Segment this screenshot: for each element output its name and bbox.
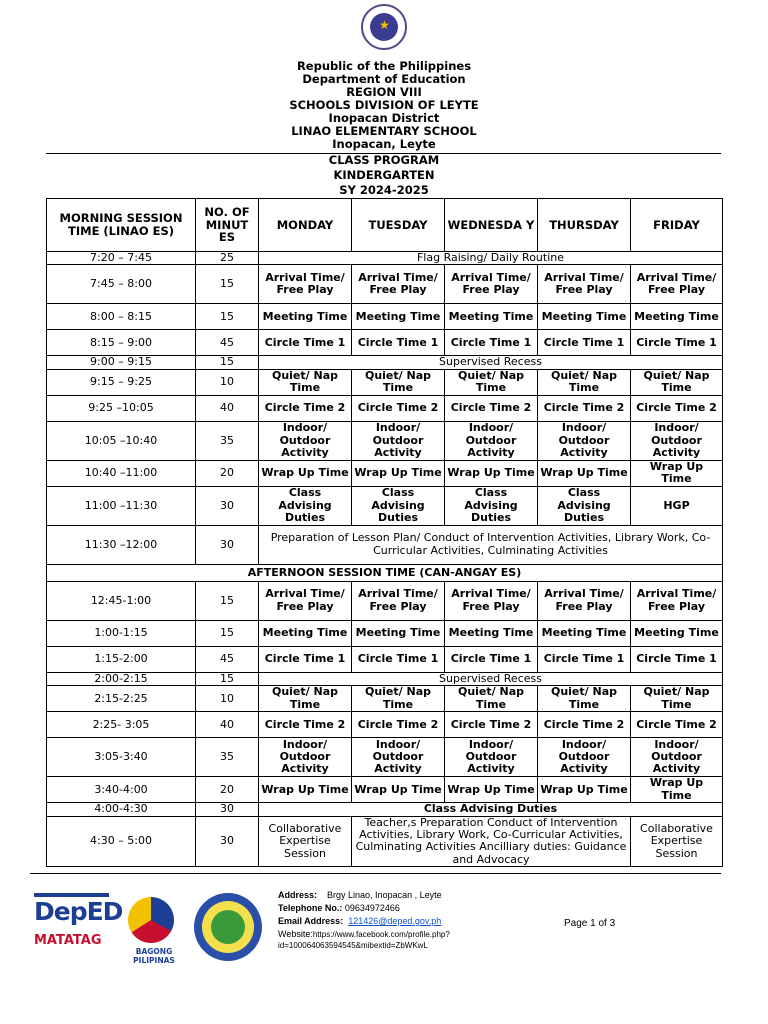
activity-cell: Arrival Time/ Free Play [538, 581, 631, 620]
activity-cell: Collaborative Expertise Session [259, 816, 352, 867]
time-cell: 10:40 –11:00 [47, 460, 196, 486]
time-cell: 3:40-4:00 [47, 777, 196, 803]
activity-cell: Wrap Up Time [631, 460, 723, 486]
activity-cell: Arrival Time/ Free Play [352, 265, 445, 304]
letterhead-line: Republic of the Philippines [296, 59, 472, 73]
merged-activity-cell: Class Advising Duties [259, 803, 723, 816]
activity-cell: Arrival Time/ Free Play [538, 265, 631, 304]
activity-cell: Class Advising Duties [259, 486, 352, 525]
activity-cell: Collaborative Expertise Session [631, 816, 723, 867]
col-header-minutes: NO. OF MINUT ES [196, 199, 259, 252]
col-header-thursday: THURSDAY [538, 199, 631, 252]
activity-cell: Indoor/ Outdoor Activity [445, 421, 538, 460]
minutes-cell: 20 [196, 777, 259, 803]
phone-label: Telephone No.: [278, 903, 343, 913]
table-row [47, 252, 723, 265]
activity-cell: Circle Time 2 [445, 395, 538, 421]
table-row [47, 330, 723, 356]
letterhead-line: Inopacan, Leyte [332, 137, 436, 151]
minutes-cell: 25 [196, 252, 259, 265]
time-cell: 9:25 –10:05 [47, 395, 196, 421]
activity-cell: Meeting Time [538, 620, 631, 646]
deped-matatag-logo [32, 893, 123, 955]
contact-block [278, 889, 450, 951]
time-cell: 7:45 – 8:00 [47, 265, 196, 304]
activity-cell: Meeting Time [445, 304, 538, 330]
minutes-cell: 45 [196, 646, 259, 672]
activity-cell: Quiet/ Nap Time [259, 369, 352, 395]
merged-activity-cell: Preparation of Lesson Plan/ Conduct of Intervention Activities, Library Work, Co-Curricular Activities, Culminating Activities [259, 525, 723, 564]
activity-cell: Indoor/ Outdoor Activity [631, 738, 723, 777]
table-row [47, 369, 723, 395]
minutes-cell: 15 [196, 620, 259, 646]
table-row [47, 265, 723, 304]
activity-cell: Meeting Time [538, 304, 631, 330]
activity-cell: Meeting Time [352, 620, 445, 646]
minutes-cell: 40 [196, 712, 259, 738]
activity-cell: Arrival Time/ Free Play [352, 581, 445, 620]
merged-activity-cell: Teacher,s Preparation Conduct of Intervention Activities, Library Work, Co-Curricular Activities, Culminating Activities Ancilliary duties: Guidance and Advocacy [352, 816, 631, 867]
activity-cell: Quiet/ Nap Time [538, 686, 631, 712]
email-label: Email Address: [278, 916, 344, 926]
title-line: KINDERGARTEN [333, 168, 435, 182]
activity-cell: Arrival Time/ Free Play [631, 265, 723, 304]
time-cell: 12:45-1:00 [47, 581, 196, 620]
activity-cell: Class Advising Duties [538, 486, 631, 525]
minutes-cell: 40 [196, 395, 259, 421]
minutes-cell: 15 [196, 356, 259, 369]
activity-cell: Arrival Time/ Free Play [445, 265, 538, 304]
activity-cell: Quiet/ Nap Time [445, 686, 538, 712]
minutes-cell: 35 [196, 738, 259, 777]
matatag-logo-text: MATATAG [34, 933, 102, 948]
activity-cell: Circle Time 1 [538, 330, 631, 356]
table-row [47, 304, 723, 330]
activity-cell: Quiet/ Nap Time [259, 686, 352, 712]
address-value: Brgy Linao, Inopacan , Leyte [327, 890, 442, 900]
activity-cell: Circle Time 2 [538, 712, 631, 738]
activity-cell: Meeting Time [445, 620, 538, 646]
merged-activity-cell: Flag Raising/ Daily Routine [259, 252, 723, 265]
table-header-row [47, 199, 723, 252]
minutes-cell: 30 [196, 486, 259, 525]
table-row [47, 421, 723, 460]
minutes-cell: 15 [196, 672, 259, 685]
school-seal-logo [194, 893, 262, 961]
footer-divider [30, 873, 721, 874]
activity-cell: Meeting Time [352, 304, 445, 330]
activity-cell: Circle Time 1 [259, 646, 352, 672]
activity-cell: Circle Time 1 [538, 646, 631, 672]
table-row [47, 395, 723, 421]
table-row [47, 525, 723, 564]
section-row [47, 564, 723, 581]
time-cell: 2:15-2:25 [47, 686, 196, 712]
activity-cell: Circle Time 1 [259, 330, 352, 356]
minutes-cell: 15 [196, 304, 259, 330]
table-row [47, 686, 723, 712]
bagong-pilipinas-logo [118, 893, 190, 963]
minutes-cell: 20 [196, 460, 259, 486]
col-header-monday: MONDAY [259, 199, 352, 252]
activity-cell: Wrap Up Time [352, 460, 445, 486]
deped-logo-text: DepED [34, 897, 123, 926]
merged-activity-cell: Supervised Recess [259, 356, 723, 369]
letterhead-line: Inopacan District [328, 111, 440, 125]
col-header-friday: FRIDAY [631, 199, 723, 252]
time-cell: 1:00-1:15 [47, 620, 196, 646]
col-header-session: MORNING SESSION TIME (LINAO ES) [47, 199, 196, 252]
col-header-wednesday: WEDNESDA Y [445, 199, 538, 252]
table-row [47, 460, 723, 486]
activity-cell: Arrival Time/ Free Play [445, 581, 538, 620]
minutes-cell: 35 [196, 421, 259, 460]
minutes-cell: 30 [196, 803, 259, 816]
letterhead-line: SCHOOLS DIVISION OF LEYTE [289, 98, 479, 112]
activity-cell: Circle Time 2 [352, 712, 445, 738]
col-header-tuesday: TUESDAY [352, 199, 445, 252]
activity-cell: Arrival Time/ Free Play [259, 265, 352, 304]
merged-activity-cell: Supervised Recess [259, 672, 723, 685]
time-cell: 2:00-2:15 [47, 672, 196, 685]
table-row [47, 356, 723, 369]
class-program-table [46, 198, 723, 867]
page-number: Page 1 of 3 [564, 918, 616, 929]
activity-cell: Wrap Up Time [259, 460, 352, 486]
table-row [47, 777, 723, 803]
table-row [47, 816, 723, 867]
activity-cell: Wrap Up Time [445, 777, 538, 803]
activity-cell: Meeting Time [259, 620, 352, 646]
address-label: Address: [278, 890, 318, 900]
afternoon-session-header: AFTERNOON SESSION TIME (CAN-ANGAY ES) [47, 564, 723, 581]
activity-cell: Indoor/ Outdoor Activity [445, 738, 538, 777]
deped-seal: ★ [361, 4, 407, 50]
activity-cell: Circle Time 2 [631, 395, 723, 421]
activity-cell: Wrap Up Time [538, 460, 631, 486]
activity-cell: Indoor/ Outdoor Activity [352, 421, 445, 460]
time-cell: 7:20 – 7:45 [47, 252, 196, 265]
activity-cell: Wrap Up Time [631, 777, 723, 803]
title-line: SY 2024-2025 [339, 183, 429, 197]
activity-cell: Circle Time 2 [352, 395, 445, 421]
activity-cell: Indoor/ Outdoor Activity [538, 421, 631, 460]
time-cell: 2:25- 3:05 [47, 712, 196, 738]
bagong-pilipinas-text: BAGONG PILIPINAS [133, 947, 175, 965]
activity-cell: Class Advising Duties [445, 486, 538, 525]
activity-cell: HGP [631, 486, 723, 525]
activity-cell: Quiet/ Nap Time [352, 686, 445, 712]
activity-cell: Meeting Time [259, 304, 352, 330]
activity-cell: Indoor/ Outdoor Activity [631, 421, 723, 460]
time-cell: 4:00-4:30 [47, 803, 196, 816]
letterhead-line: Department of Education [302, 72, 466, 86]
website-link-2[interactable]: id=100064063594545&mibextid=ZbWKwL [278, 941, 428, 950]
activity-cell: Circle Time 2 [445, 712, 538, 738]
time-cell: 9:00 – 9:15 [47, 356, 196, 369]
table-row [47, 803, 723, 816]
table-row [47, 712, 723, 738]
activity-cell: Circle Time 2 [259, 395, 352, 421]
time-cell: 11:00 –11:30 [47, 486, 196, 525]
activity-cell: Circle Time 1 [445, 646, 538, 672]
table-row [47, 672, 723, 685]
activity-cell: Arrival Time/ Free Play [631, 581, 723, 620]
activity-cell: Wrap Up Time [259, 777, 352, 803]
activity-cell: Circle Time 1 [352, 646, 445, 672]
activity-cell: Class Advising Duties [352, 486, 445, 525]
table-row [47, 646, 723, 672]
activity-cell: Meeting Time [631, 620, 723, 646]
activity-cell: Circle Time 1 [631, 646, 723, 672]
activity-cell: Quiet/ Nap Time [445, 369, 538, 395]
activity-cell: Indoor/ Outdoor Activity [538, 738, 631, 777]
time-cell: 9:15 – 9:25 [47, 369, 196, 395]
table-row [47, 620, 723, 646]
table-row [47, 738, 723, 777]
activity-cell: Indoor/ Outdoor Activity [259, 738, 352, 777]
table-row [47, 486, 723, 525]
activity-cell: Circle Time 1 [445, 330, 538, 356]
activity-cell: Wrap Up Time [538, 777, 631, 803]
minutes-cell: 30 [196, 816, 259, 867]
minutes-cell: 45 [196, 330, 259, 356]
time-cell: 8:15 – 9:00 [47, 330, 196, 356]
activity-cell: Indoor/ Outdoor Activity [352, 738, 445, 777]
activity-cell: Quiet/ Nap Time [631, 686, 723, 712]
letterhead-line: LINAO ELEMENTARY SCHOOL [291, 124, 477, 138]
table-row [47, 581, 723, 620]
minutes-cell: 15 [196, 265, 259, 304]
activity-cell: Circle Time 2 [259, 712, 352, 738]
title-line: CLASS PROGRAM [328, 153, 440, 167]
website-link-1[interactable]: https://www.facebook.com/profile.php? [312, 930, 450, 939]
time-cell: 11:30 –12:00 [47, 525, 196, 564]
time-cell: 10:05 –10:40 [47, 421, 196, 460]
activity-cell: Wrap Up Time [352, 777, 445, 803]
minutes-cell: 10 [196, 686, 259, 712]
time-cell: 4:30 – 5:00 [47, 816, 196, 867]
minutes-cell: 10 [196, 369, 259, 395]
activity-cell: Circle Time 2 [631, 712, 723, 738]
activity-cell: Circle Time 2 [538, 395, 631, 421]
website-label: Website: [278, 929, 313, 939]
activity-cell: Wrap Up Time [445, 460, 538, 486]
activity-cell: Arrival Time/ Free Play [259, 581, 352, 620]
time-cell: 8:00 – 8:15 [47, 304, 196, 330]
letterhead-line: REGION VIII [346, 85, 422, 99]
time-cell: 1:15-2:00 [47, 646, 196, 672]
activity-cell: Indoor/ Outdoor Activity [259, 421, 352, 460]
minutes-cell: 30 [196, 525, 259, 564]
activity-cell: Circle Time 1 [631, 330, 723, 356]
minutes-cell: 15 [196, 581, 259, 620]
activity-cell: Quiet/ Nap Time [538, 369, 631, 395]
time-cell: 3:05-3:40 [47, 738, 196, 777]
activity-cell: Quiet/ Nap Time [352, 369, 445, 395]
phone-value: 09634972466 [344, 903, 400, 913]
activity-cell: Meeting Time [631, 304, 723, 330]
activity-cell: Circle Time 1 [352, 330, 445, 356]
activity-cell: Quiet/ Nap Time [631, 369, 723, 395]
email-link[interactable]: 121426@deped.gov.ph [348, 916, 442, 926]
